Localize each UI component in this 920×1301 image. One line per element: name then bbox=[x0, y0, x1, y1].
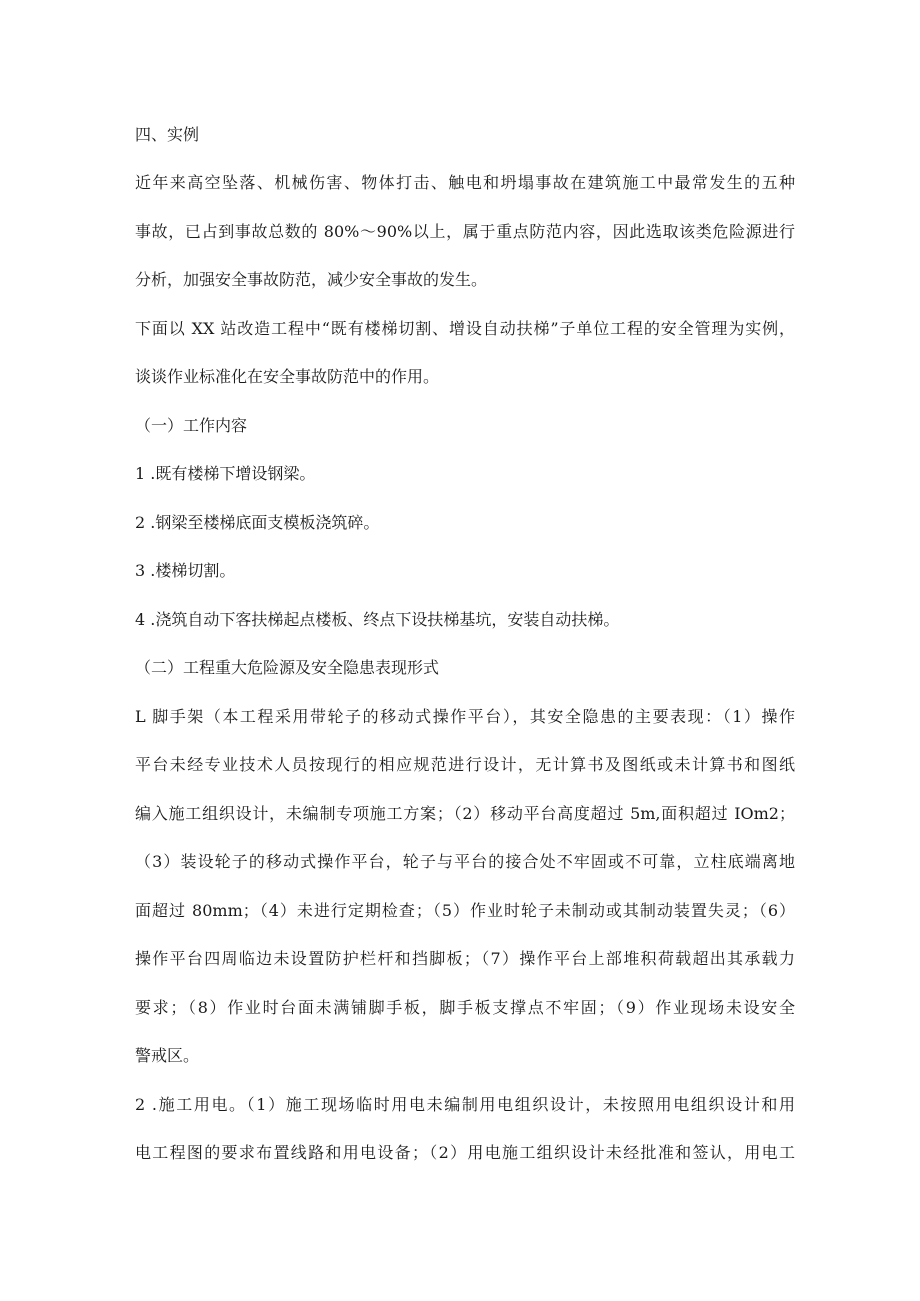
electric-paragraph-line-2: 电工程图的要求布置线路和用电设备；（2）用电施工组织设计未经批准和签认，用电工 bbox=[135, 1143, 795, 1162]
work-content-heading: （一）工作内容 bbox=[135, 416, 248, 435]
scaffold-paragraph-line-3: 编入施工组织设计，未编制专项施工方案；（2）移动平台高度超过 5m,面积超过 IOm2； bbox=[135, 804, 795, 823]
scaffold-paragraph-line-4: （3）装设轮子的移动式操作平台，轮子与平台的接合处不牢固或不可靠，立柱底端离地 bbox=[135, 852, 795, 871]
example-paragraph-line-1: 下面以 XX 站改造工程中“既有楼梯切割、增设自动扶梯”子单位工程的安全管理为实例， bbox=[135, 319, 795, 338]
scaffold-paragraph-line-1: L 脚手架（本工程采用带轮子的移动式操作平台），其安全隐患的主要表现：（1）操作 bbox=[135, 707, 795, 726]
hazards-heading: （二）工程重大危险源及安全隐患表现形式 bbox=[135, 658, 440, 677]
work-item-2: 2 .钢梁至楼梯底面支模板浇筑碎。 bbox=[135, 513, 380, 532]
intro-paragraph-line-2: 事故，已占到事故总数的 80%～90%以上，属于重点防范内容，因此选取该类危险源进行 bbox=[135, 222, 795, 241]
electric-paragraph-line-1: 2 .施工用电。（1）施工现场临时用电未编制用电组织设计，未按照用电组织设计和用 bbox=[135, 1095, 795, 1114]
intro-paragraph-line-1: 近年来高空坠落、机械伤害、物体打击、触电和坍塌事故在建筑施工中最常发生的五种 bbox=[135, 173, 795, 192]
work-item-4: 4 .浇筑自动下客扶梯起点楼板、终点下设扶梯基坑，安装自动扶梯。 bbox=[135, 610, 620, 629]
intro-paragraph-line-3: 分析，加强安全事故防范，减少安全事故的发生。 bbox=[135, 270, 488, 289]
example-paragraph-line-2: 谈谈作业标准化在安全事故防范中的作用。 bbox=[135, 367, 440, 386]
scaffold-paragraph-line-7: 要求；（8）作业时台面未满铺脚手板，脚手板支撑点不牢固；（9）作业现场未设安全 bbox=[135, 998, 795, 1017]
scaffold-paragraph-line-6: 操作平台四周临边未设置防护栏杆和挡脚板；（7）操作平台上部堆积荷载超出其承载力 bbox=[135, 949, 795, 968]
work-item-3: 3 .楼梯切割。 bbox=[135, 561, 236, 580]
scaffold-paragraph-line-8: 警戒区。 bbox=[135, 1046, 200, 1065]
work-item-1: 1 .既有楼梯下增设钢梁。 bbox=[135, 464, 316, 483]
scaffold-paragraph-line-2: 平台未经专业技术人员按现行的相应规范进行设计，无计算书及图纸或未计算书和图纸 bbox=[135, 755, 795, 774]
section-heading: 四、实例 bbox=[135, 125, 200, 144]
scaffold-paragraph-line-5: 面超过 80mm；（4）未进行定期检查；（5）作业时轮子未制动或其制动装置失灵；（6） bbox=[135, 901, 795, 920]
